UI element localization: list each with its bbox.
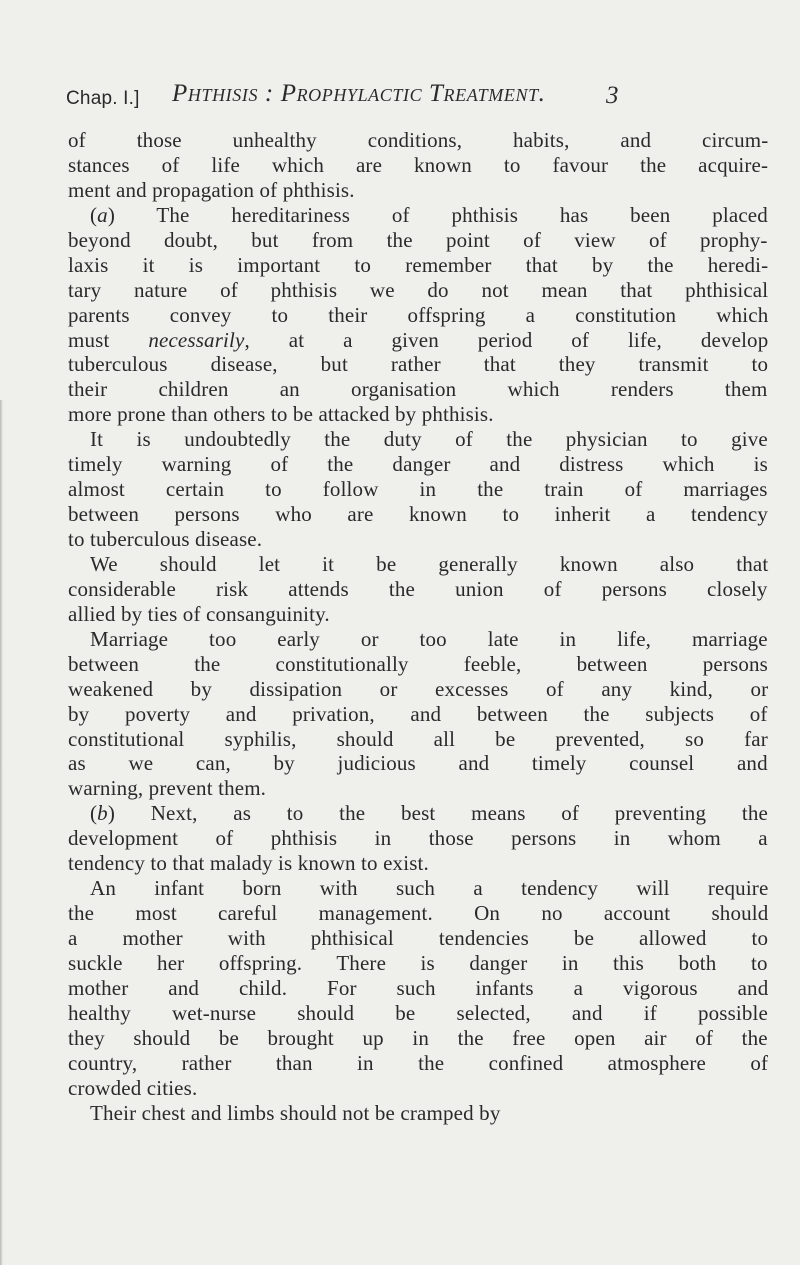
page-edge-shadow (0, 400, 3, 1265)
text-line: the most careful management. On no account should (68, 901, 769, 926)
text-line: crowded cities. (68, 1075, 198, 1100)
text-line: stances of life which are known to favour the acquire- (68, 152, 769, 177)
text-line: warning, prevent them. (68, 776, 267, 801)
text-line: ment and propagation of phthisis. (68, 177, 355, 202)
text-line: country, rather than in the confined atmosphere of (68, 1050, 769, 1075)
text-line: their children an organisation which renders them (68, 377, 768, 402)
text-line: An infant born with such a tendency will require (90, 876, 769, 901)
text-line: they should be brought up in the free open air of the (68, 1025, 768, 1050)
text-line: Their chest and limbs should not be cramped by (90, 1100, 501, 1125)
text-line: by poverty and privation, and between the subjects of (68, 701, 768, 726)
text-line: laxis it is important to remember that by the heredi- (68, 252, 769, 277)
page-number: 3 (606, 82, 619, 109)
text-line: (b) Next, as to the best means of preventing the (90, 801, 768, 826)
text-line: parents convey to their offspring a constitution which (68, 302, 769, 327)
text-line: mother and child. For such infants a vigorous and (68, 975, 769, 1000)
body-text (68, 128, 768, 1126)
text-line: more prone than others to be attacked by phthisis. (68, 402, 494, 427)
text-line: It is undoubtedly the duty of the physician to give (90, 427, 768, 452)
text-line: almost certain to follow in the train of marriages (68, 477, 768, 502)
text-line: considerable risk attends the union of persons closely (68, 576, 768, 601)
text-line: suckle her offspring. There is danger in this both to (68, 950, 768, 975)
text-line: as we can, by judicious and timely counsel and (68, 751, 768, 776)
text-line: development of phthisis in those persons in whom a (68, 826, 768, 851)
text-line: to tuberculous disease. (68, 527, 263, 551)
text-line: timely warning of the danger and distress which is (68, 452, 768, 477)
text-line: between persons who are known to inherit a tendency (68, 502, 769, 527)
text-line: between the constitutionally feeble, between persons (68, 651, 768, 676)
text-line: (a) The hereditariness of phthisis has been placed (90, 202, 768, 227)
text-line: constitutional syphilis, should all be prevented, so far (68, 726, 768, 751)
text-line: tuberculous disease, but rather that they transmit to (68, 352, 769, 377)
text-line: tendency to that malady is known to exist. (68, 851, 429, 876)
text-line: allied by ties of consanguinity. (68, 601, 330, 626)
text-line: beyond doubt, but from the point of view of prophy- (68, 227, 768, 252)
text-line: Marriage too early or too late in life, marriage (90, 626, 768, 651)
text-line: weakened by dissipation or excesses of any kind, or (68, 676, 769, 701)
text-line: We should let it be generally known also that (90, 551, 769, 576)
chapter-label: Chap. I.] (66, 88, 140, 109)
text-line: healthy wet-nurse should be selected, and if possible (68, 1000, 768, 1025)
running-head (66, 80, 626, 112)
text-line: a mother with phthisical tendencies be allowed to (68, 926, 769, 950)
text-line: tary nature of phthisis we do not mean that phthisical (68, 277, 769, 302)
text-line: of those unhealthy conditions, habits, and circum- (68, 128, 769, 152)
running-title: Phthisis : Prophylactic Treatment. (172, 80, 546, 107)
text-line: must necessarily, at a given period of life, develop (68, 327, 769, 352)
